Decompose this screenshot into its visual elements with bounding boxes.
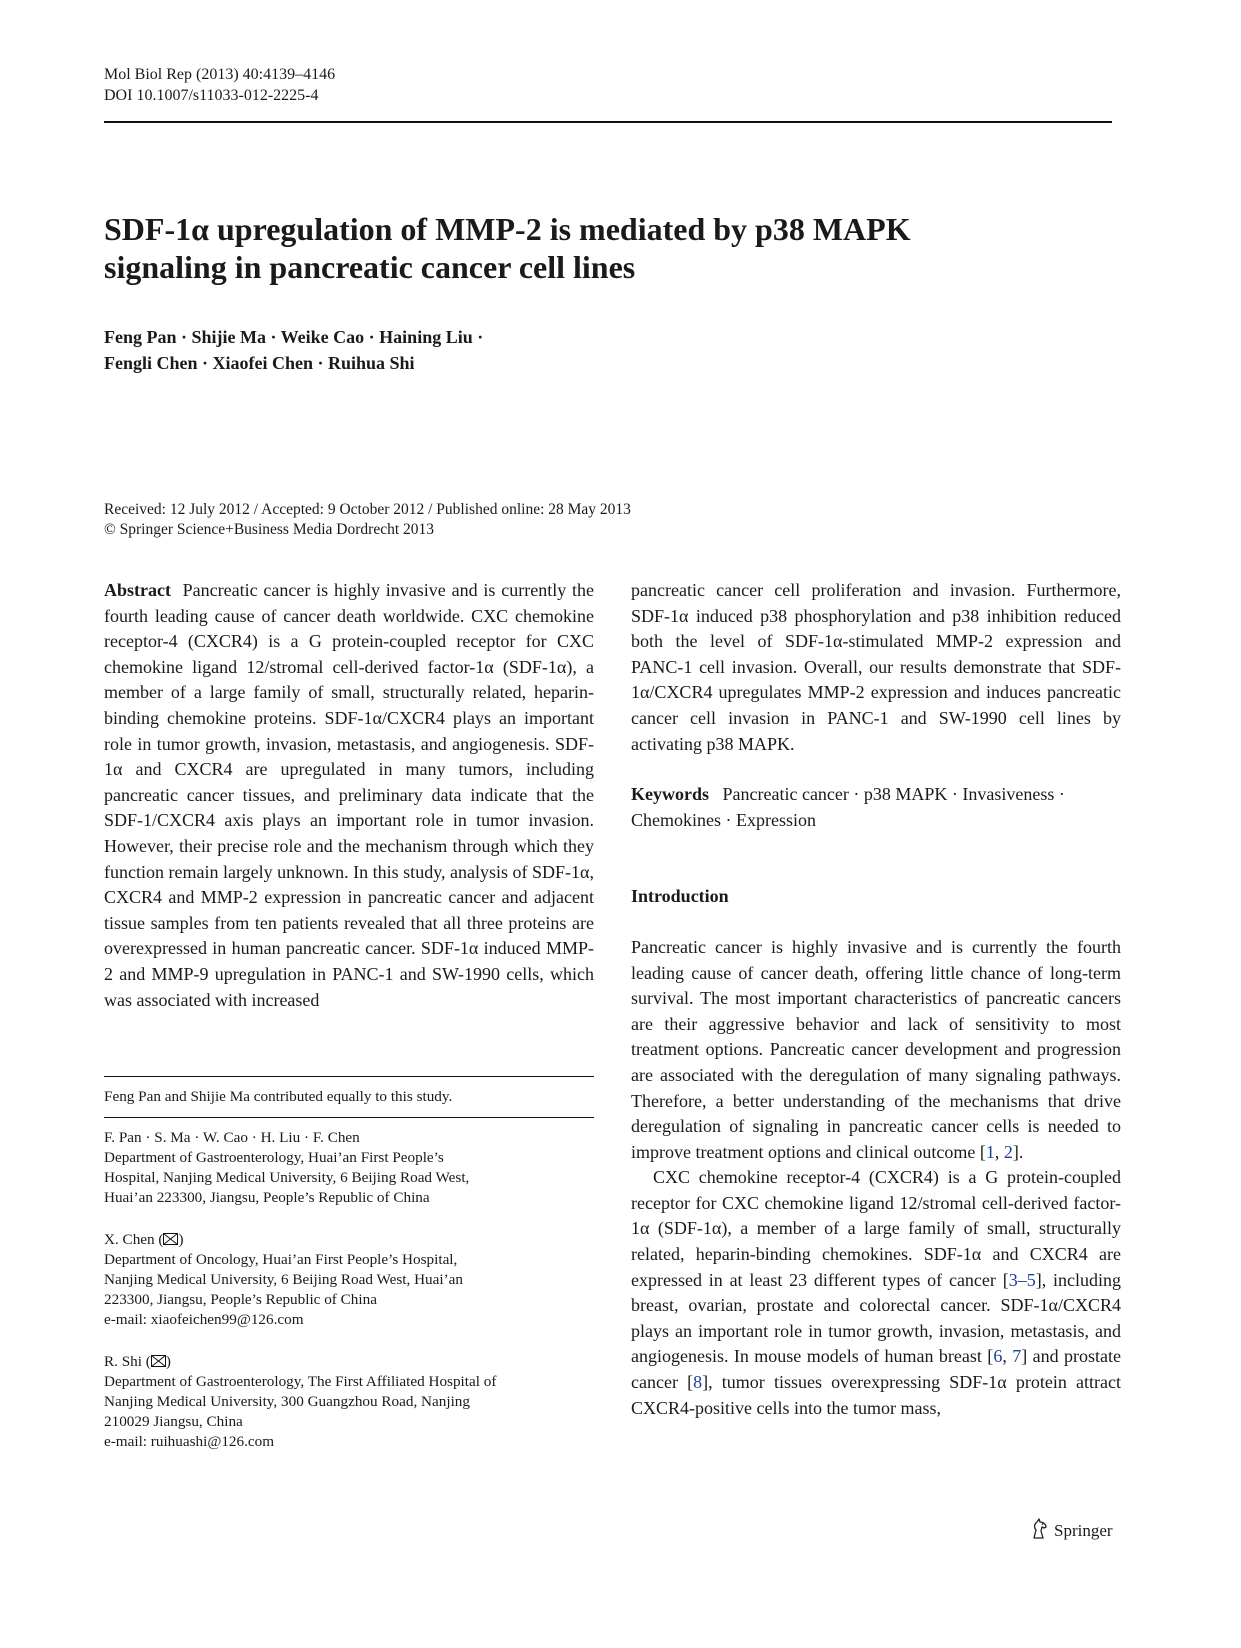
aff2-line-1: Department of Oncology, Huai’an First People’s Hospital, — [104, 1251, 458, 1268]
header-rule — [104, 121, 1112, 123]
citation-sep: , — [994, 1141, 1004, 1162]
citation-link[interactable]: 3–5 — [1008, 1269, 1036, 1290]
aff3-name-close: ) — [165, 1353, 171, 1370]
envelope-icon — [163, 1233, 178, 1245]
affiliation-3 — [104, 1352, 594, 1452]
aff3-name-line — [104, 1352, 594, 1372]
aff1-line-2: Hospital, Nanjing Medical University, 6 Beijing Road West, — [104, 1169, 470, 1186]
aff3-line-3: 210029 Jiangsu, China — [104, 1413, 243, 1430]
aff3-name: R. Shi ( — [104, 1353, 151, 1370]
intro-paragraph-1 — [631, 935, 1121, 1165]
aff1-line-3: Huai’an 223300, Jiangsu, People’s Republic of China — [104, 1189, 430, 1206]
article-title — [104, 210, 1114, 286]
keywords-text: Pancreatic cancer · p38 MAPK · Invasiveness · Chemokines · Expression — [631, 784, 1065, 830]
aff2-email[interactable]: e-mail: xiaofeichen99@126.com — [104, 1311, 304, 1328]
left-column — [104, 578, 594, 1013]
intro-paragraph-2 — [631, 1165, 1121, 1421]
aff2-name-line — [104, 1230, 594, 1250]
contribution-text: Feng Pan and Shijie Ma contributed equally to this study. — [104, 1088, 453, 1105]
title-line-1: SDF-1α upregulation of MMP-2 is mediated by p38 MAPK — [104, 211, 911, 247]
citation-link[interactable]: 6 — [993, 1346, 1003, 1367]
affiliation-2 — [104, 1230, 594, 1330]
aff1-line-1: Department of Gastroenterology, Huai’an First People’s — [104, 1149, 444, 1166]
authors-line-1: Feng Pan · Shijie Ma · Weike Cao · Haining Liu · — [104, 327, 484, 347]
publisher-logo — [1030, 1518, 1113, 1541]
abstract-left — [104, 578, 594, 1013]
intro-p2-text-c: ] and prostate cancer [ — [631, 1346, 1122, 1393]
intro-p2-text-b: ], including breast, ovarian, prostate and colorectal cancer. SDF-1α/CXCR4 plays an important role in tumor growth, invasion, metastasis, and angiogenesis. In mouse models of human breast [ — [631, 1269, 1121, 1367]
aff2-name-close: ) — [178, 1231, 184, 1248]
aff3-line-2: Nanjing Medical University, 300 Guangzhou Road, Nanjing — [104, 1393, 470, 1410]
intro-p1-end: ]. — [1012, 1141, 1024, 1162]
keywords-label: Keywords — [631, 784, 709, 805]
abstract-right: pancreatic cancer cell proliferation and invasion. Furthermore, SDF-1α induced p38 phosphorylation and p38 inhibition reduced both the level of SDF-1α-stimulated MMP-2 expression and PANC-1 cell invasion. Overall, our results demonstrate that SDF-1α/CXCR4 upregulates MMP-2 expression and induces pancreatic cancer cell invasion in PANC-1 and SW-1990 cell lines by activating p38 MAPK. — [631, 580, 1121, 754]
history-dates: Received: 12 July 2012 / Accepted: 9 October 2012 / Published online: 28 May 2013 — [104, 501, 631, 518]
citation-link[interactable]: 8 — [693, 1372, 703, 1393]
intro-p2-text-a: CXC chemokine receptor-4 (CXCR4) is a G protein-coupled receptor for CXC chemokine ligand 12/stromal cell-derived factor-1α (SDF-1α), a member of a large family of small, structurally related, heparin-binding chemokines. SDF-1α and CXCR4 are expressed in at least 23 different types of cancer [ — [631, 1167, 1121, 1290]
aff2-line-2: Nanjing Medical University, 6 Beijing Road West, Huai’an — [104, 1271, 463, 1288]
section-heading-introduction: Introduction — [631, 886, 729, 907]
footnote-rule-bottom — [104, 1117, 594, 1118]
citation-sep: , — [1002, 1346, 1013, 1367]
doi[interactable]: DOI 10.1007/s11033-012-2225-4 — [104, 87, 319, 104]
abstract-label: Abstract — [104, 580, 171, 600]
copyright: © Springer Science+Business Media Dordrecht 2013 — [104, 521, 435, 538]
journal-citation: Mol Biol Rep (2013) 40:4139–4146 — [104, 66, 336, 83]
citation-link[interactable]: 2 — [1003, 1141, 1013, 1162]
contribution-note — [104, 1087, 594, 1107]
abstract-text-left: Pancreatic cancer is highly invasive and is currently the fourth leading cause of cancer death worldwide. CXC chemokine receptor-4 (CXCR4) is a G protein-coupled receptor for CXC chemokine ligand 12/stromal cell-derived factor-1α (SDF-1α), a member of a large family of small, structurally related, heparin-binding chemokine proteins. SDF-1α/CXCR4 plays an important role in tumor growth, invasion, metastasis, and angiogenesis. SDF-1α and CXCR4 are upregulated in many tumors, including pancreatic cancer tissues, and preliminary data indicate that the SDF-1/CXCR4 axis plays an important role in tumor invasion. However, their precise role and the mechanism through which they function remain largely unknown. In this study, analysis of SDF-1α, CXCR4 and MMP-2 expression in pancreatic cancer and adjacent tissue samples from ten patients revealed that all three proteins are overexpressed in human pancreatic cancer. SDF-1α induced MMP-2 and MMP-9 upregulation in PANC-1 and SW-1990 cells, which was associated with increased — [104, 580, 595, 1010]
article-dates — [104, 500, 631, 540]
intro-p1-text: Pancreatic cancer is highly invasive and is currently the fourth leading cause of cancer death, offering little chance of long-term survival. The most important characteristics of pancreatic cancers are their aggressive behavior and lack of sensitivity to most treatment options. Pancreatic cancer development and progression are associated with the deregulation of many signaling pathways. Therefore, a better understanding of the mechanisms that drive deregulation of signaling in pancreatic cancer cells is needed to improve treatment options and clinical outcome [ — [631, 936, 1121, 1162]
footnote-rule-top — [104, 1076, 594, 1077]
aff3-line-1: Department of Gastroenterology, The First Affiliated Hospital of — [104, 1373, 497, 1390]
citation-link[interactable]: 7 — [1012, 1346, 1022, 1367]
citation-link[interactable]: 1 — [985, 1141, 995, 1162]
author-list — [104, 324, 483, 376]
affiliation-1 — [104, 1128, 594, 1208]
right-column — [631, 578, 1121, 1421]
aff2-line-3: 223300, Jiangsu, People’s Republic of China — [104, 1291, 377, 1308]
intro-p2-text-d: ], tumor tissues overexpressing SDF-1α protein attract CXCR4-positive cells into the tumor mass, — [631, 1372, 1122, 1418]
aff2-name: X. Chen ( — [104, 1231, 164, 1248]
aff1-names: F. Pan · S. Ma · W. Cao · H. Liu · F. Chen — [104, 1129, 360, 1146]
aff3-email[interactable]: e-mail: ruihuashi@126.com — [104, 1433, 275, 1450]
authors-line-2: Fengli Chen · Xiaofei Chen · Ruihua Shi — [104, 353, 415, 373]
publisher-name: Springer — [1054, 1521, 1113, 1540]
title-line-2: signaling in pancreatic cancer cell lines — [104, 249, 636, 285]
journal-meta — [104, 64, 335, 106]
envelope-icon — [151, 1355, 166, 1367]
springer-horse-icon — [1030, 1518, 1050, 1540]
keywords — [631, 782, 1121, 833]
